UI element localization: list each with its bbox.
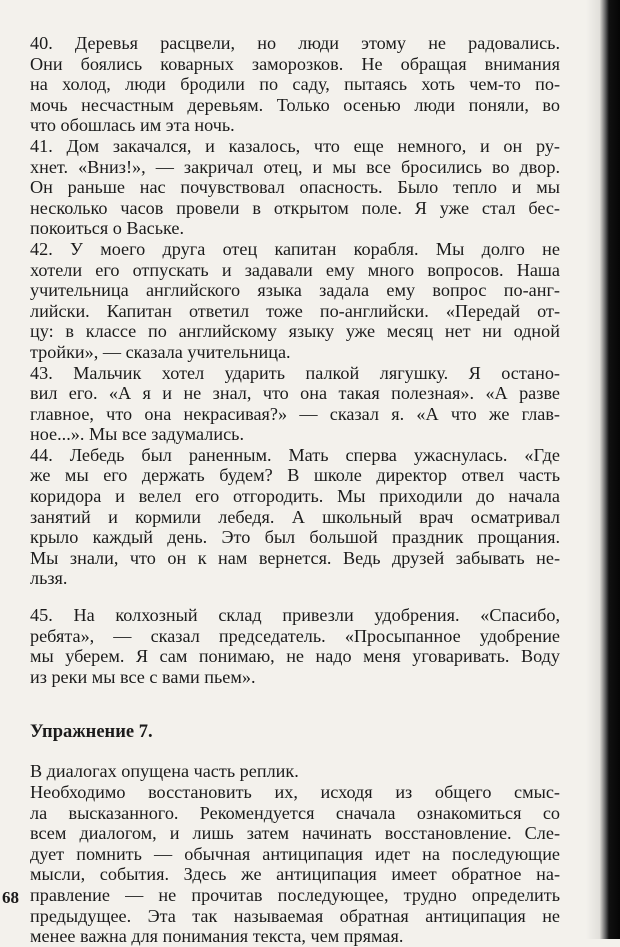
text-line: 40. Деревья расцвели, но люди этому не радовались.	[30, 33, 560, 53]
text-line: менее важна для понимания текста, чем прямая.	[30, 926, 404, 947]
text-line: хотели его отпускать и задавали ему много вопросов. Наша	[30, 259, 560, 280]
text-line: же мы его держать будем? В школе директор отвел часть	[30, 465, 560, 486]
text-line: тройки», — сказала учительница.	[30, 341, 291, 362]
text-line: ребята», — сказал председатель. «Просыпанное удобрение	[30, 625, 560, 646]
paragraph-41	[30, 136, 560, 239]
text-line: ла высказанного. Рекомендуется сначала ознакомиться со	[30, 802, 560, 823]
page-body	[30, 33, 560, 947]
text-line: из реки мы все с вами пьем».	[30, 666, 256, 687]
text-line: на холод, люди бродили по саду, пытаясь хоть чем-то по-	[30, 74, 560, 95]
exercise-heading: Упражнение 7.	[30, 722, 153, 743]
book-spine-edge	[600, 0, 620, 939]
paragraph-43	[30, 363, 560, 445]
text-line: крыло каждый день. Это был большой праздник прощания.	[30, 527, 560, 548]
text-line: 44. Лебедь был раненным. Мать сперва ужаснулась. «Где	[30, 444, 560, 465]
text-line: ное...». Мы все задумались.	[30, 424, 244, 445]
paragraph-40	[30, 33, 560, 136]
text-line: мочь несчастным деревьям. Только осенью люди поняли, во	[30, 94, 560, 115]
paragraph-gap	[30, 589, 560, 605]
paragraph-42	[30, 239, 560, 363]
section-gap	[30, 687, 560, 721]
paragraph-44	[30, 445, 560, 589]
text-line: Необходимо восстановить их, исходя из общего смыс-	[30, 782, 560, 802]
text-line: льзя.	[30, 568, 68, 589]
text-line: 45. На колхозный склад привезли удобрения. «Спасибо,	[30, 605, 560, 626]
text-line: предыдущее. Эта так называемая обратная антиципация не	[30, 905, 560, 926]
text-line: главное, что она некрасивая?» — сказал я. «А что же глав-	[30, 403, 560, 424]
text-line: хнет. «Вниз!», — закричал отец, и мы все бросились во двор.	[30, 156, 560, 177]
text-line: занятий и кормили лебедя. А школьный врач осматривал	[30, 506, 560, 527]
page-edge-shadow	[586, 0, 600, 939]
text-line: всем диалогом, и лишь затем начинать восстановление. Сле-	[30, 823, 560, 844]
text-line: правление — не прочитав последующее, трудно определить	[30, 884, 560, 905]
text-line: 42. У моего друга отец капитан корабля. Мы долго не	[30, 238, 560, 259]
text-line: Они боялись коварных заморозков. Не обращая внимания	[30, 53, 560, 74]
text-line: коридора и велел его отгородить. Мы приходили до начала	[30, 486, 560, 507]
text-line: несколько часов провели в открытом поле. Я уже стал бес-	[30, 197, 560, 218]
text-line: Мы знали, что он к нам вернется. Ведь друзей забывать не-	[30, 547, 560, 568]
text-line: мысли, события. Здесь же антиципация имеет обратное на-	[30, 864, 560, 885]
text-line: учительница английского языка задала ему вопрос по-анг-	[30, 280, 560, 301]
text-line: 43. Мальчик хотел ударить палкой лягушку. Я остано-	[30, 362, 560, 383]
text-line: лийски. Капитан ответил тоже по-английски. «Передай от-	[30, 300, 560, 321]
text-line: В диалогах опущена часть реплик.	[30, 761, 299, 782]
exercise-text	[30, 761, 560, 946]
page-number: 68	[2, 888, 19, 907]
text-line: дует помнить — обычная антиципация идет на последующие	[30, 843, 560, 864]
text-line: Он раньше нас почувствовал опасность. Было тепло и мы	[30, 177, 560, 198]
text-line: что обошлась им эта ночь.	[30, 115, 235, 136]
text-line: цу: в классе по английскому языку уже месяц нет ни одной	[30, 321, 560, 342]
text-line: 41. Дом закачался, и казалось, что еще немного, и он ру-	[30, 135, 560, 156]
text-line: покоиться о Ваське.	[30, 218, 185, 239]
text-line: вил его. «А я и не знал, что она такая полезная». «А разве	[30, 383, 560, 404]
paragraph-45	[30, 605, 560, 687]
text-line: мы уберем. Я сам понимаю, не надо меня уговаривать. Воду	[30, 646, 560, 667]
